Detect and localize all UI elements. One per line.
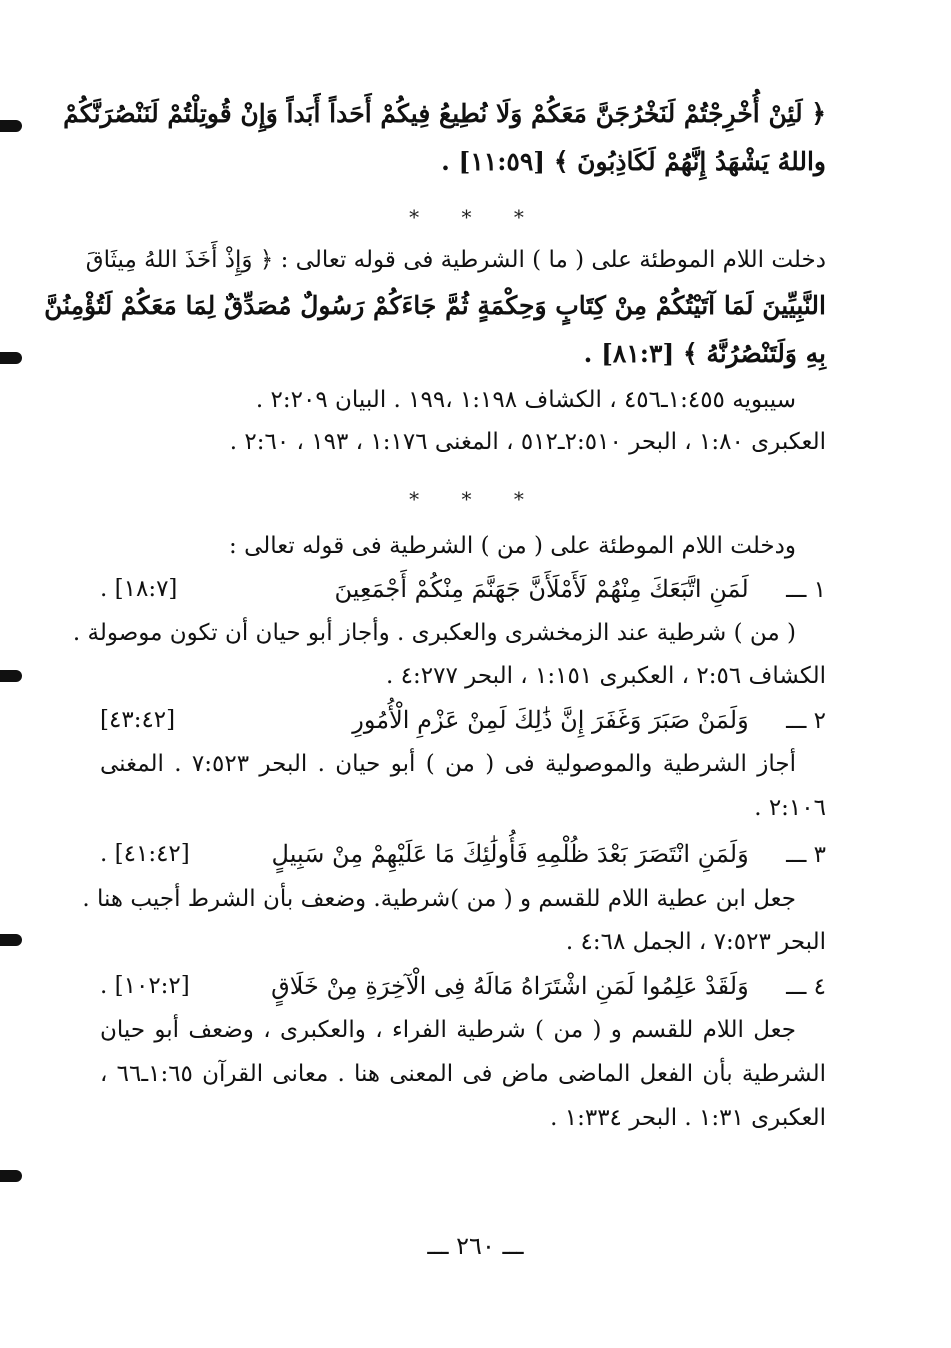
list-item <box>100 567 826 612</box>
reference-line: سيبويه ١:٤٥٥ـ٤٥٦ ، الكشاف ١:١٩٨ ،١٩٩ . البيان ٢:٢٠٩ . <box>255 387 796 413</box>
list-item <box>100 698 826 743</box>
intro-line: ودخلت اللام الموطئة على ( من ) الشرطية فى قوله تعالى : <box>229 533 796 559</box>
item-number: ٣ ـــ <box>786 842 826 868</box>
section-divider: * * * <box>409 487 542 511</box>
text-line: دخلت اللام الموطئة على ( ما ) الشرطية فى قوله تعالى : ﴿ وَإِذْ أَخَذَ اللهُ مِيثَاقَ <box>85 247 826 273</box>
note-line: جعل ابن عطية اللام للقسم و ( من )شرطية. وضعف بأن الشرط أجيب هنا . <box>82 886 796 912</box>
list-item <box>100 832 826 877</box>
note-line: ( من ) شرطية عند الزمخشرى والعكبرى . وأجاز أبو حيان أن تكون موصولة . <box>72 620 796 646</box>
item-reference: [١٨:٧] . <box>100 576 178 602</box>
item-number: ٢ ـــ <box>786 708 826 734</box>
note-line: أجاز الشرطية والموصولية فى ( من ) أبو حيان . البحر ٧:٥٢٣ . المغنى <box>100 751 796 777</box>
verse-line: النَّبِيِّينَ لَمَا آتَيْتُكُمْ مِنْ كِتَابٍ وَحِكْمَةٍ ثُمَّ جَاءَكُمْ رَسُولٌ مُصَدِّقٌ لِمَا مَعَكُمْ لَتُؤْمِنُنَّ <box>44 291 826 320</box>
note-line: العكبرى ١:٣١ . البحر ١:٣٣٤ . <box>550 1105 826 1131</box>
item-number: ١ ـــ <box>786 577 826 603</box>
item-number: ٤ ـــ <box>786 974 826 1000</box>
note-line: الكشاف ٢:٥٦ ، العكبرى ١:١٥١ ، البحر ٤:٢٧٧ . <box>386 663 826 689</box>
item-reference: [٤١:٤٢] . <box>100 841 190 867</box>
item-verse: لَمَنِ اتَّبَعَكَ مِنْهُمْ لَأَمْلَأَنَّ جَهَنَّمَ مِنْكُمْ أَجْمَعِينَ <box>334 575 749 603</box>
note-line: البحر ٧:٥٢٣ ، الجمل ٤:٦٨ . <box>565 929 826 955</box>
item-reference: [١٠٢:٢] . <box>100 973 190 999</box>
section-divider: * * * <box>409 205 542 229</box>
verse-line: بِهِ وَلَتَنْصُرُنَّهُ ﴾ [٨١:٣] . <box>583 339 826 368</box>
scan-edge-mark <box>0 670 22 682</box>
item-verse: وَلَقَدْ عَلِمُوا لَمَنِ اشْتَرَاهُ مَالَهُ فِى الْآخِرَةِ مِنْ خَلَاقٍ <box>271 972 749 1000</box>
verse-line: ﴿ لَئِنْ أُخْرِجْتُمْ لَنَخْرُجَنَّ مَعَكُمْ وَلَا نُطِيعُ فِيكُمْ أَحَداً أَبَداً وَإِنْ قُوتِلْتُمْ لَنَنْصُرَنَّكُمْ <box>63 99 826 128</box>
scan-edge-mark <box>0 934 22 946</box>
reference-line: العكبرى ١:٨٠ ، البحر ٢:٥١٠ـ٥١٢ ، المغنى ١:١٧٦ ، ١٩٣ ، ٢:٦٠ . <box>229 429 826 455</box>
item-verse: وَلَمَنِ انْتَصَرَ بَعْدَ ظُلْمِهِ فَأُولَٰئِكَ مَا عَلَيْهِمْ مِنْ سَبِيلٍ <box>271 840 749 868</box>
note-line: الشرطية بأن الفعل الماضى ماض فى المعنى هنا . معانى القرآن ١:٦٥ـ٦٦ ، <box>100 1061 827 1087</box>
item-reference: [٤٣:٤٢] <box>100 707 176 733</box>
item-verse: وَلَمَنْ صَبَرَ وَغَفَرَ إِنَّ ذَٰلِكَ لَمِنْ عَزْمِ الْأُمُورِ <box>352 706 749 734</box>
scan-edge-mark <box>0 1170 22 1182</box>
scan-edge-mark <box>0 120 22 132</box>
scan-edge-mark <box>0 352 22 364</box>
page-number: ـــ ٢٦٠ ـــ <box>427 1232 524 1260</box>
list-item <box>100 964 826 1009</box>
verse-line: واللهُ يَشْهَدُ إِنَّهُمْ لَكَاذِبُونَ ﴾ [١١:٥٩] . <box>441 147 826 176</box>
note-line: جعل اللام للقسم و ( من ) شرطية الفراء ، والعكبرى ، وضعف أبو حيان <box>100 1017 796 1043</box>
note-line: ٢:١٠٦ . <box>754 795 826 821</box>
